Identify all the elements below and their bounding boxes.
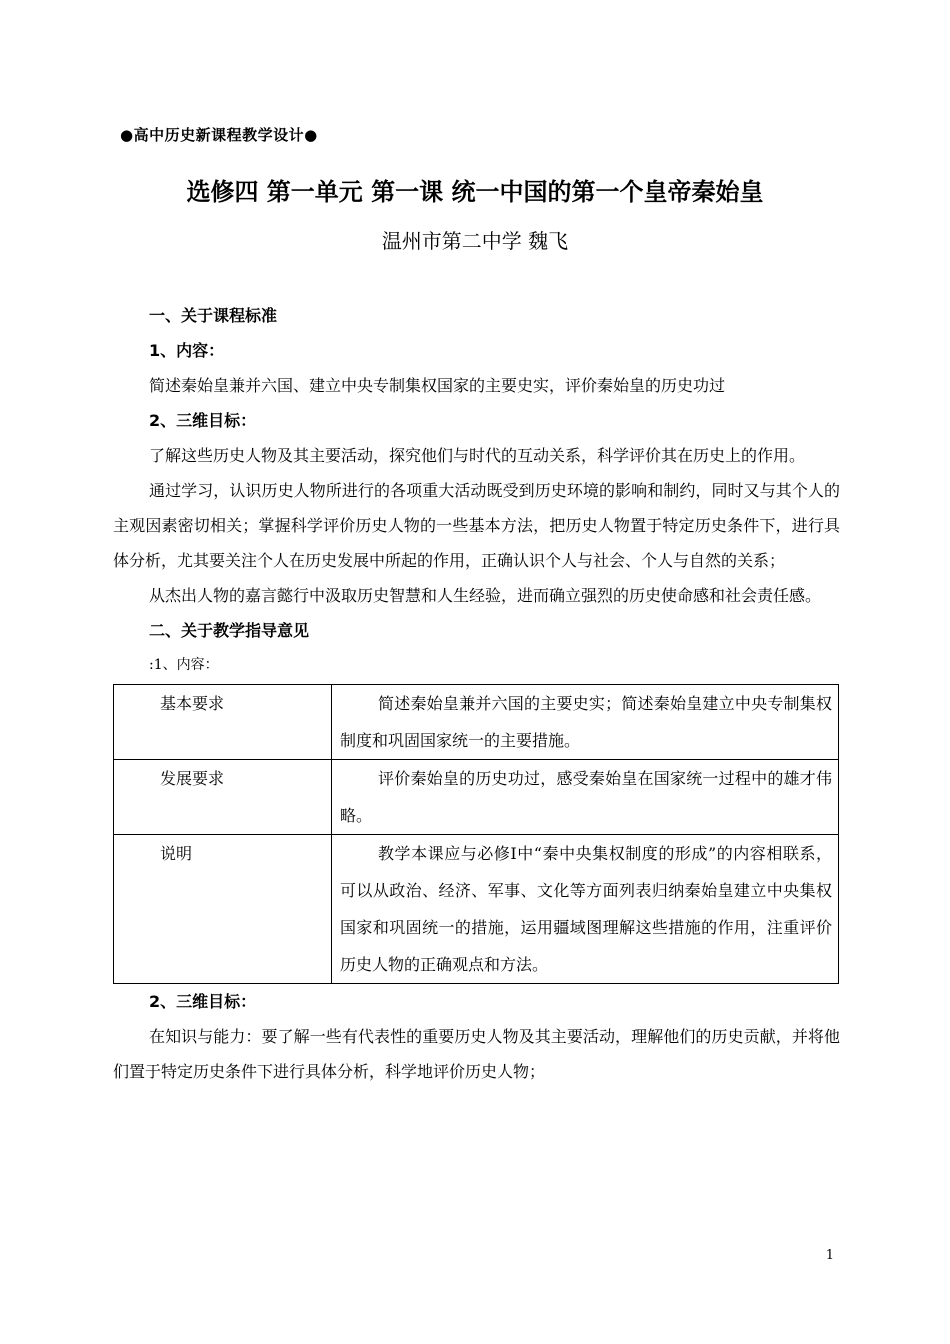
table-value: 简述秦始皇兼并六国的主要史实；简述秦始皇建立中央专制集权制度和巩固国家统一的主要措施。 (332, 685, 839, 760)
table-row (114, 760, 839, 835)
series-header: ●高中历史新课程教学设计● (120, 126, 318, 144)
table-key: 说明 (114, 835, 332, 984)
section-1-heading: 一、关于课程标准 (149, 306, 278, 325)
section-2-content-label: :1、内容： (149, 657, 219, 673)
section-1-content-label: 1、内容： (149, 341, 225, 360)
table-value: 教学本课应与必修Ⅰ中“秦中央集权制度的形成”的内容相联系，可以从政治、经济、军事、文化等方面列表归纳秦始皇建立中央集权国家和巩固统一的措施，运用疆域图理解这些措施的作用，注重评价历史人物的正确观点和方法。 (332, 835, 839, 984)
table-row (114, 685, 839, 760)
document-title: 选修四 第一单元 第一课 统一中国的第一个皇帝秦始皇 (186, 178, 764, 206)
section-1-goals-label: 2、三维目标： (149, 411, 257, 430)
section-2-goals-paragraph: 在知识与能力：要了解一些有代表性的重要历史人物及其主要活动，理解他们的历史贡献，并将他们置于特定历史条件下进行具体分析，科学地评价历史人物； (113, 1027, 840, 1081)
section-1-content-text: 简述秦始皇兼并六国、建立中央专制集权国家的主要史实，评价秦始皇的历史功过 (149, 376, 726, 395)
section-1-goals-paragraph: 了解这些历史人物及其主要活动，探究他们与时代的互动关系，科学评价其在历史上的作用。 (149, 446, 806, 465)
section-2-heading: 二、关于教学指导意见 (149, 621, 310, 640)
section-1-goals-paragraph: 通过学习，认识历史人物所进行的各项重大活动既受到历史环境的影响和制约，同时又与其个人的主观因素密切相关；掌握科学评价历史人物的一些基本方法，把历史人物置于特定历史条件下，进行具体分析，尤其要关注个人在历史发展中所起的作用，正确认识个人与社会、个人与自然的关系； (113, 481, 840, 570)
table-key: 发展要求 (114, 760, 332, 835)
table-row (114, 835, 839, 984)
table-value: 评价秦始皇的历史功过，感受秦始皇在国家统一过程中的雄才伟略。 (332, 760, 839, 835)
document-body (113, 298, 840, 1089)
page-number: 1 (825, 1248, 834, 1263)
author-line: 温州市第二中学 魏飞 (381, 229, 569, 253)
requirements-table (113, 684, 839, 984)
table-key: 基本要求 (114, 685, 332, 760)
section-1-goals-paragraph: 从杰出人物的嘉言懿行中汲取历史智慧和人生经验，进而确立强烈的历史使命感和社会责任感。 (149, 586, 822, 605)
section-2-goals-label: 2、三维目标： (149, 992, 257, 1011)
